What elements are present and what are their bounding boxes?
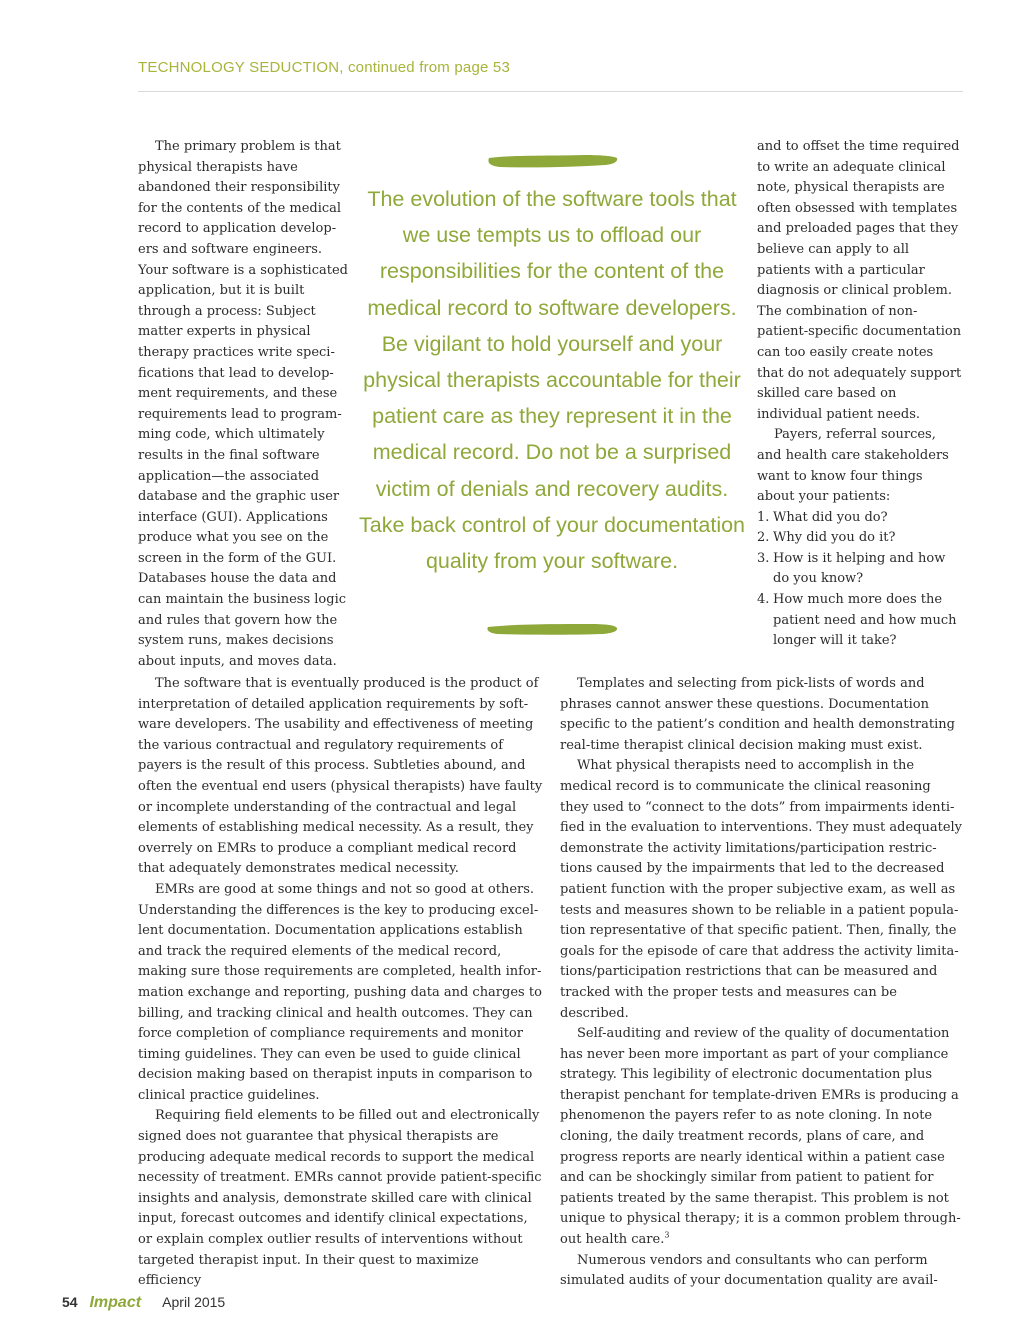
bottom-left-column bbox=[138, 674, 543, 1292]
body-paragraph: Requiring field elements to be filled out and electronically signed does not guarantee that physical therapists are producing adequate medical records to support the medical necessity of treatment. EMRs cannot provide patient-specific insights and analysis, demonstrate skilled care with clinical input, forecast outcomes and identify clinical expectations, or explain complex outlier results of interventions without targeted therapist input. In their quest to maximize efficiency bbox=[138, 1108, 542, 1289]
body-paragraph: Payers, referral sources, and health care stakeholders want to know four things about your patients: bbox=[757, 427, 949, 505]
body-paragraph: The primary problem is that physical therapists have abandoned their responsibility for the contents of the medical record to application developers and software engineers. Your software is a sophisticated application, but it is built through a process: Subject matter experts in physical therapy practices write specifications that lead to development requirements, and these requirements lead to programming code, which ultimately results in the final software application—the associated database and the graphic user interface (GUI). Applications produce what you see on the screen in the form of the GUI. Databases house the data and can maintain the business logic and rules that govern how the system runs, makes decisions about inputs, and moves data. bbox=[138, 139, 348, 669]
body-paragraph: Numerous vendors and consultants who can perform simulated audits of your documentation quality are avail- bbox=[560, 1252, 938, 1289]
pull-quote: The evolution of the software tools that we use tempts us to offload our responsibilities for the content of the medical record to software developers. Be vigilant to hold yourself and your physical therapists accountable for their patient care as they represent it in the medical record. Do not be a surprised victim of denials and recovery audits. Take back control of your documentation quality from your software. bbox=[358, 187, 746, 574]
questions-list bbox=[757, 508, 963, 652]
brush-stroke-decoration bbox=[485, 620, 620, 638]
footnote-reference: 3 bbox=[664, 1230, 670, 1240]
page-number: 54 bbox=[62, 1294, 78, 1310]
header-divider bbox=[138, 91, 963, 92]
issue-date: April 2015 bbox=[162, 1294, 226, 1310]
body-paragraph: Templates and selecting from pick-lists of words and phrases cannot answer these questions. Documentation specific to the patient’s condition and health demonstrating real-time therapist clinical decision making must exist. bbox=[560, 676, 955, 753]
list-item: 3. How is it helping and how do you know? bbox=[757, 550, 946, 587]
page-footer bbox=[62, 1294, 225, 1312]
running-header bbox=[138, 59, 510, 76]
list-item: 4. How much more does the patient need and how much longer will it take? bbox=[757, 592, 957, 649]
right-top-column bbox=[757, 137, 963, 652]
body-paragraph: What physical therapists need to accomplish in the medical record is to communicate the clinical reasoning they used to “connect to the dots” from impairments identified in the evaluation to interventions. They must adequately demonstrate the activity limitations/participation restrictions caused by the impairments that led to the decreased patient function with the proper subjective exam, as well as tests and measures shown to be reliable in a patient population representative of that specific patient. Then, finally, the goals for the episode of care that address the activity limitations/participation restrictions that can be measured and tracked with the proper tests and measures can be described. bbox=[560, 758, 963, 1021]
bottom-right-column bbox=[560, 674, 963, 1292]
body-paragraph: EMRs are good at some things and not so good at others. Understanding the differences is the key to producing excellent documentation. Documentation applications establish and track the required elements of the medical record, making sure those requirements are completed, health information exchange and reporting, pushing data and charges to billing, and tracking clinical and health outcomes. They can force completion of compliance requirements and monitor timing guidelines. They can even be used to guide clinical decision making based on therapist inputs in comparison to clinical practice guidelines. bbox=[138, 881, 542, 1103]
body-paragraph: and to offset the time required to write an adequate clinical note, physical therapists are often obsessed with templates and preloaded pages that they believe can apply to all patients with a particular diagnosis or clinical problem. The combination of non-patient-specific documentation can too easily create notes that do not adequately support skilled care based on individual patient needs. bbox=[757, 139, 962, 422]
left-column bbox=[138, 137, 350, 672]
list-item: 1. What did you do? bbox=[757, 509, 888, 525]
brush-stroke-decoration bbox=[485, 152, 620, 170]
header-continued: , continued from page 53 bbox=[339, 59, 510, 76]
header-title: TECHNOLOGY SEDUCTION bbox=[138, 59, 340, 76]
body-paragraph: The software that is eventually produced is the product of interpretation of detailed application requirements by software developers. The usability and effectiveness of meeting the various contractual and regulatory requirements of payers is the result of this process. Subtleties abound, and often the eventual end users (physical therapists) have faulty or incomplete understanding of the contractual and legal elements of establishing medical necessity. As a result, they overrely on EMRs to produce a compliant medical record that adequately demonstrates medical necessity. bbox=[138, 676, 543, 877]
magazine-name: Impact bbox=[89, 1294, 142, 1311]
body-paragraph: Self-auditing and review of the quality of documentation has never been more important as part of your compliance strategy. This legibility of electronic documentation plus therapist penchant for template-driven EMRs is producing a phenomenon the payers refer to as note cloning. In note cloning, the daily treatment records, plans of care, and progress reports are nearly identical within a patient case and can be shockingly similar from patient to patient for patients treated by the same therapist. This problem is not unique to physical therapy; it is a common problem throughout health care.$^3$ bbox=[560, 1026, 961, 1248]
list-item: 2. Why did you do it? bbox=[757, 530, 896, 546]
